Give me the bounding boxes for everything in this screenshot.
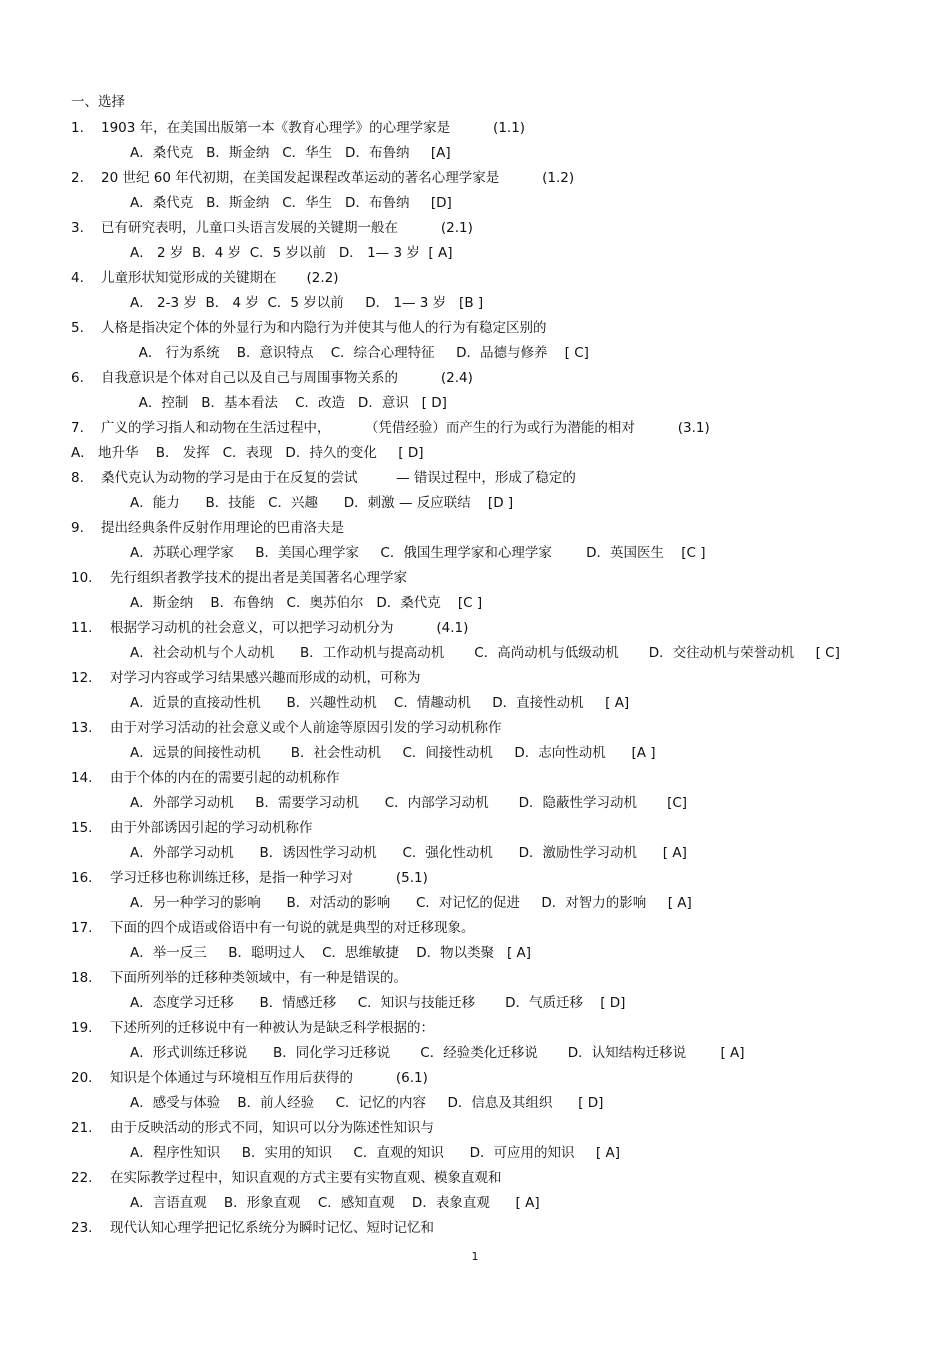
answer-options: A．感受与体验 B．前人经验 C．记忆的内容 D．信息及其组织 [ D] bbox=[130, 1095, 604, 1111]
question-number: 8. bbox=[71, 470, 84, 486]
question-text: 20 世纪 60 年代初期，在美国发起课程改革运动的著名心理学家是 (1.2) bbox=[101, 170, 575, 186]
question-text: 人格是指决定个体的外显行为和内隐行为并使其与他人的行为有稳定区别的 bbox=[101, 320, 547, 336]
question-text: 儿童形状知觉形成的关键期在 (2.2) bbox=[101, 270, 339, 286]
answer-options: A．外部学习动机 B．需要学习动机 C．内部学习动机 D．隐蔽性学习动机 [C] bbox=[130, 795, 688, 811]
question-text: 由于外部诱因引起的学习动机称作 bbox=[110, 820, 313, 836]
question-number: 3. bbox=[71, 220, 84, 236]
question-number: 23. bbox=[71, 1220, 93, 1236]
question-text: 下面所列举的迁移种类领域中，有一种是错误的。 bbox=[110, 970, 407, 986]
question-number: 2. bbox=[71, 170, 84, 186]
answer-options: A．另一种学习的影响 B．对活动的影响 C．对记忆的促进 D．对智力的影响 [ A] bbox=[130, 895, 692, 911]
question-text: 先行组织者教学技术的提出者是美国著名心理学家 bbox=[110, 570, 407, 586]
question-text: 下述所列的迁移说中有一种被认为是缺乏科学根据的： bbox=[110, 1020, 434, 1036]
question-number: 6. bbox=[71, 370, 84, 386]
question-number: 10. bbox=[71, 570, 93, 586]
question-number: 1. bbox=[71, 120, 84, 136]
question-text: 在实际教学过程中，知识直观的方式主要有实物直观、模象直观和 bbox=[110, 1170, 502, 1186]
question-number: 13. bbox=[71, 720, 93, 736]
answer-options: A．举一反三 B．聪明过人 C．思维敏捷 D．物以类聚 [ A] bbox=[130, 945, 532, 961]
answer-options: A． 2-3 岁 B． 4 岁 C．5 岁以前 D． 1— 3 岁 [B ] bbox=[130, 295, 484, 311]
question-number: 5. bbox=[71, 320, 84, 336]
question-number: 20. bbox=[71, 1070, 93, 1086]
answer-options: A．态度学习迁移 B．情感迁移 C．知识与技能迁移 D．气质迁移 [ D] bbox=[130, 995, 626, 1011]
answer-options: A．桑代克 B．斯金纳 C．华生 D．布鲁纳 [D] bbox=[130, 195, 452, 211]
question-text: 桑代克认为动物的学习是由于在反复的尝试 — 错误过程中，形成了稳定的 bbox=[101, 470, 576, 486]
question-number: 16. bbox=[71, 870, 93, 886]
answer-options: A． 行为系统 B．意识特点 C．综合心理特征 D．品德与修养 [ C] bbox=[130, 345, 589, 361]
question-number: 14. bbox=[71, 770, 93, 786]
question-number: 15. bbox=[71, 820, 93, 836]
question-number: 17. bbox=[71, 920, 93, 936]
answer-options: A．言语直观 B．形象直观 C．感知直观 D．表象直观 [ A] bbox=[130, 1195, 540, 1211]
question-text: 由于对学习活动的社会意义或个人前途等原因引发的学习动机称作 bbox=[110, 720, 502, 736]
question-text: 下面的四个成语或俗语中有一句说的就是典型的对迁移现象。 bbox=[110, 920, 475, 936]
answer-options: A． 2 岁 B．4 岁 C．5 岁以前 D． 1— 3 岁 [ A] bbox=[130, 245, 453, 261]
question-number: 22. bbox=[71, 1170, 93, 1186]
answer-options: A． 地升华 B． 发挥 C．表现 D．持久的变化 [ D] bbox=[71, 445, 424, 461]
answer-options: A．社会动机与个人动机 B．工作动机与提高动机 C．高尚动机与低级动机 D．交往动机与荣誉动机 [ C] bbox=[130, 645, 840, 661]
question-number: 19. bbox=[71, 1020, 93, 1036]
question-number: 9. bbox=[71, 520, 84, 536]
question-text: 知识是个体通过与环境相互作用后获得的 (6.1) bbox=[110, 1070, 428, 1086]
answer-options: A．苏联心理学家 B．美国心理学家 C．俄国生理学家和心理学家 D．英国医生 [C ] bbox=[130, 545, 706, 561]
question-text: 由于反映活动的形式不同，知识可以分为陈述性知识与 bbox=[110, 1120, 434, 1136]
question-number: 7. bbox=[71, 420, 84, 436]
question-text: 已有研究表明，儿童口头语言发展的关键期一般在 (2.1) bbox=[101, 220, 473, 236]
page-number: 1 bbox=[471, 1250, 479, 1263]
question-text: 1903 年，在美国出版第一本《教育心理学》的心理学家是 (1.1) bbox=[101, 120, 526, 136]
question-text: 提出经典条件反射作用理论的巴甫洛夫是 bbox=[101, 520, 344, 536]
question-text: 广义的学习指人和动物在生活过程中， （凭借经验）而产生的行为或行为潜能的相对 (3.1) bbox=[101, 420, 710, 436]
question-text: 根据学习动机的社会意义，可以把学习动机分为 (4.1) bbox=[110, 620, 469, 636]
question-text: 学习迁移也称训练迁移，是指一种学习对 (5.1) bbox=[110, 870, 428, 886]
answer-options: A．斯金纳 B．布鲁纳 C．奥苏伯尔 D．桑代克 [C ] bbox=[130, 595, 483, 611]
answer-options: A．控制 B．基本看法 C．改造 D．意识 [ D] bbox=[130, 395, 447, 411]
answer-options: A．程序性知识 B．实用的知识 C．直观的知识 D．可应用的知识 [ A] bbox=[130, 1145, 620, 1161]
question-number: 18. bbox=[71, 970, 93, 986]
question-number: 4. bbox=[71, 270, 84, 286]
answer-options: A．形式训练迁移说 B．同化学习迁移说 C．经验类化迁移说 D．认知结构迁移说 [ A] bbox=[130, 1045, 745, 1061]
question-number: 11. bbox=[71, 620, 93, 636]
question-text: 由于个体的内在的需要引起的动机称作 bbox=[110, 770, 340, 786]
answer-options: A．近景的直接动性机 B．兴趣性动机 C．情趣动机 D．直接性动机 [ A] bbox=[130, 695, 630, 711]
answer-options: A．能力 B．技能 C．兴趣 D．刺激 — 反应联结 [D ] bbox=[130, 495, 514, 511]
question-number: 12. bbox=[71, 670, 93, 686]
answer-options: A．外部学习动机 B．诱因性学习动机 C．强化性动机 D．激励性学习动机 [ A] bbox=[130, 845, 687, 861]
question-number: 21. bbox=[71, 1120, 93, 1136]
question-text: 现代认知心理学把记忆系统分为瞬时记忆、短时记忆和 bbox=[110, 1220, 434, 1236]
question-text: 自我意识是个体对自己以及自己与周围事物关系的 (2.4) bbox=[101, 370, 473, 386]
answer-options: A．远景的间接性动机 B．社会性动机 C．间接性动机 D．志向性动机 [A ] bbox=[130, 745, 656, 761]
section-title: 一、选择 bbox=[71, 94, 125, 110]
question-text: 对学习内容或学习结果感兴趣而形成的动机，可称为 bbox=[110, 670, 421, 686]
answer-options: A．桑代克 B．斯金纳 C．华生 D．布鲁纳 [A] bbox=[130, 145, 451, 161]
